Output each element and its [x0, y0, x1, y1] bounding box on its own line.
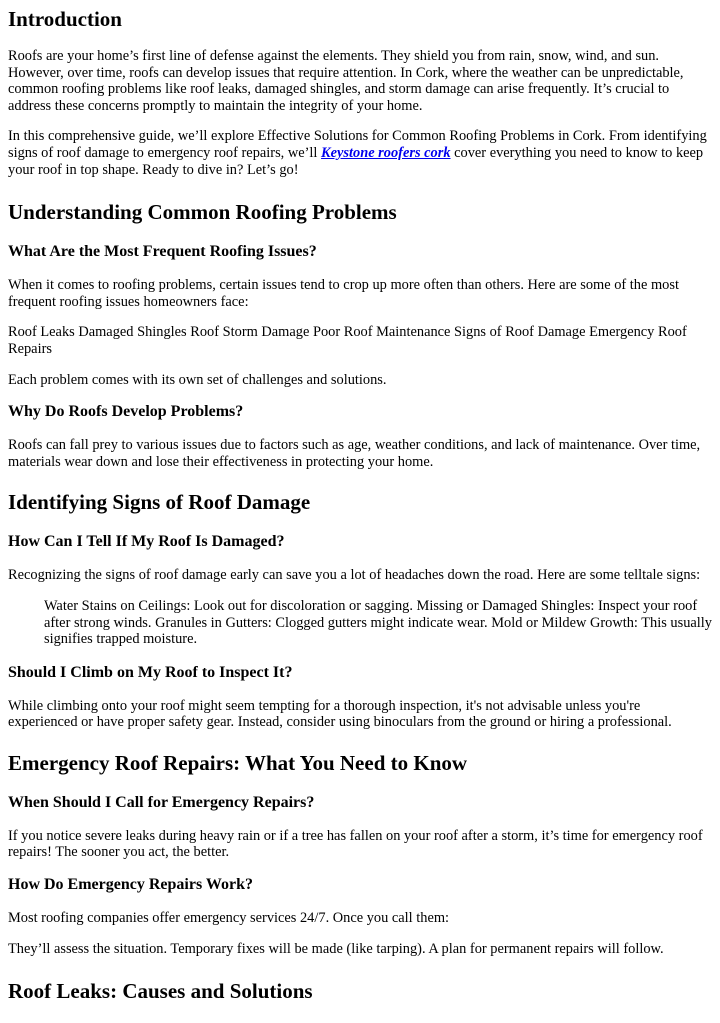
intro-paragraph-2 — [8, 128, 712, 178]
when-call-paragraph: If you notice severe leaks during heavy rain or if a tree has fallen on your roof after a storm, it’s time for emergency roof repairs! The sooner you act, the better. — [8, 827, 703, 861]
repair-steps-paragraph: They’ll assess the situation. Temporary fixes will be made (like tarping). A plan for permanent repairs will follow. — [8, 940, 664, 957]
subheading-how-repairs: How Do Emergency Repairs Work? — [8, 876, 254, 894]
subheading-tell-damage: How Can I Tell If My Roof Is Damaged? — [8, 533, 285, 551]
intro-text-before-link: In this comprehensive guide, we’ll explore Effective Solutions for Common Roofing Problems in Cork. From identifying signs of roof damage to emergency roof repairs, we’ll — [8, 128, 707, 161]
heading-introduction: Introduction — [8, 7, 122, 31]
subheading-why-problems: Why Do Roofs Develop Problems? — [8, 403, 244, 421]
intro-text-after-link: cover everything you need to know to keep your roof in top shape. Ready to dive in? Let’s go! — [8, 144, 704, 178]
article — [0, 6, 720, 1004]
how-repairs-paragraph: Most roofing companies offer emergency services 24/7. Once you call them: — [8, 910, 450, 927]
heading-emergency: Emergency Roof Repairs: What You Need to Know — [8, 750, 468, 775]
heading-signs: Identifying Signs of Roof Damage — [8, 490, 311, 515]
issues-list-paragraph: Roof Leaks Damaged Shingles Roof Storm Damage Poor Roof Maintenance Signs of Roof Damage Emergency Roof Repairs — [8, 324, 687, 357]
challenges-paragraph: Each problem comes with its own set of challenges and solutions. — [8, 371, 387, 388]
tell-damage-paragraph: Recognizing the signs of roof damage early can save you a lot of headaches down the road. Here are some telltale signs: — [8, 567, 701, 584]
why-problems-paragraph: Roofs can fall prey to various issues due to factors such as age, weather conditions, and lack of maintenance. Over time, materials wear down and lose their effectiveness in protecting your home. — [8, 437, 701, 470]
intro-paragraph-1: Roofs are your home’s first line of defense against the elements. They shield you from rain, snow, wind, and sun. However, over time, roofs can develop issues that require attention. In Cork, where the weather can be unpredictable, common roofing problems like roof leaks, damaged shingles, and storm damage can arise frequently. It’s crucial to address these concerns promptly to maintain the integrity of your home. — [8, 48, 684, 114]
climb-roof-paragraph: While climbing onto your roof might seem tempting for a thorough inspection, it's not advisable unless you're experienced or have proper safety gear. Instead, consider using binoculars from the ground or hiring a professional. — [8, 697, 672, 731]
subheading-when-call: When Should I Call for Emergency Repairs? — [8, 793, 315, 811]
keystone-roofers-link[interactable]: Keystone roofers cork — [321, 144, 451, 161]
signs-blockquote: Water Stains on Ceilings: Look out for discoloration or sagging. Missing or Damaged Shingles: Inspect your roof after strong winds. Granules in Gutters: Clogged gutters might indicate wear. Mold or Mildew Growth: This usually signifies trapped moisture. — [44, 597, 712, 648]
subheading-climb-roof: Should I Climb on My Roof to Inspect It? — [8, 663, 293, 681]
heading-understanding: Understanding Common Roofing Problems — [8, 200, 397, 225]
frequent-issues-paragraph: When it comes to roofing problems, certain issues tend to crop up more often than others. Here are some of the most frequent roofing issues homeowners face: — [8, 277, 679, 310]
heading-roof-leaks: Roof Leaks: Causes and Solutions — [8, 979, 313, 1004]
subheading-frequent-issues: What Are the Most Frequent Roofing Issues? — [8, 243, 317, 261]
